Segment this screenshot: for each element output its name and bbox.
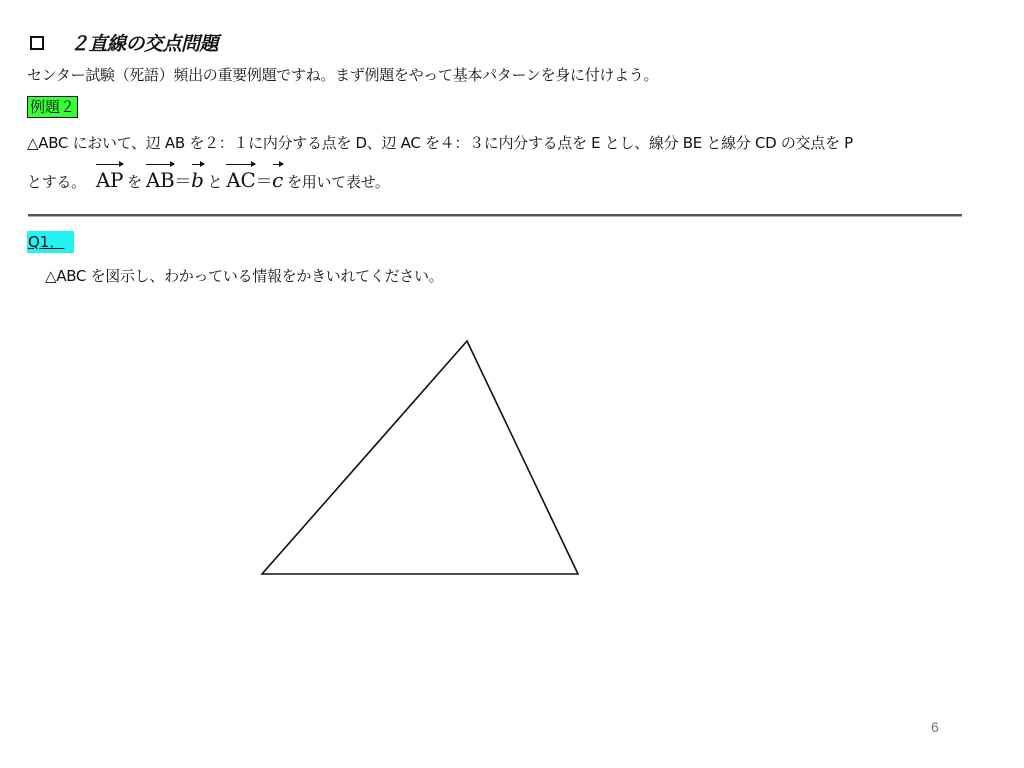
- page-title: ２直線の交点問題: [70, 33, 219, 55]
- equals-sign: ＝: [174, 172, 192, 192]
- vector-ac: AC: [226, 164, 255, 192]
- problem-suffix: を用いて表せ。: [287, 173, 390, 191]
- vector-b: b: [191, 164, 204, 192]
- problem-prefix: とする。: [27, 173, 86, 191]
- question-label: Q1．: [27, 231, 74, 253]
- example-label: 例題２: [27, 96, 78, 118]
- question-text: △ABC を図示し、わかっている情報をかきいれてください。: [45, 267, 444, 285]
- page-number: 6: [931, 719, 939, 735]
- problem-line-1: △ABC において、辺 AB を２：１に内分する点を D、辺 AC を４：３に内分する点を E とし、線分 BE と線分 CD の交点を P: [27, 134, 853, 152]
- vector-ap: AP: [96, 164, 123, 192]
- vector-ab: AB: [146, 164, 175, 192]
- triangle-abc: [262, 341, 578, 574]
- particle-to: と: [207, 173, 223, 191]
- particle-wo: を: [127, 173, 142, 191]
- equals-sign: ＝: [255, 172, 273, 192]
- intro-text: センター試験（死語）頻出の重要例題ですね。まず例題をやって基本パターンを身に付けよう。: [27, 66, 659, 84]
- vector-c: c: [272, 164, 283, 192]
